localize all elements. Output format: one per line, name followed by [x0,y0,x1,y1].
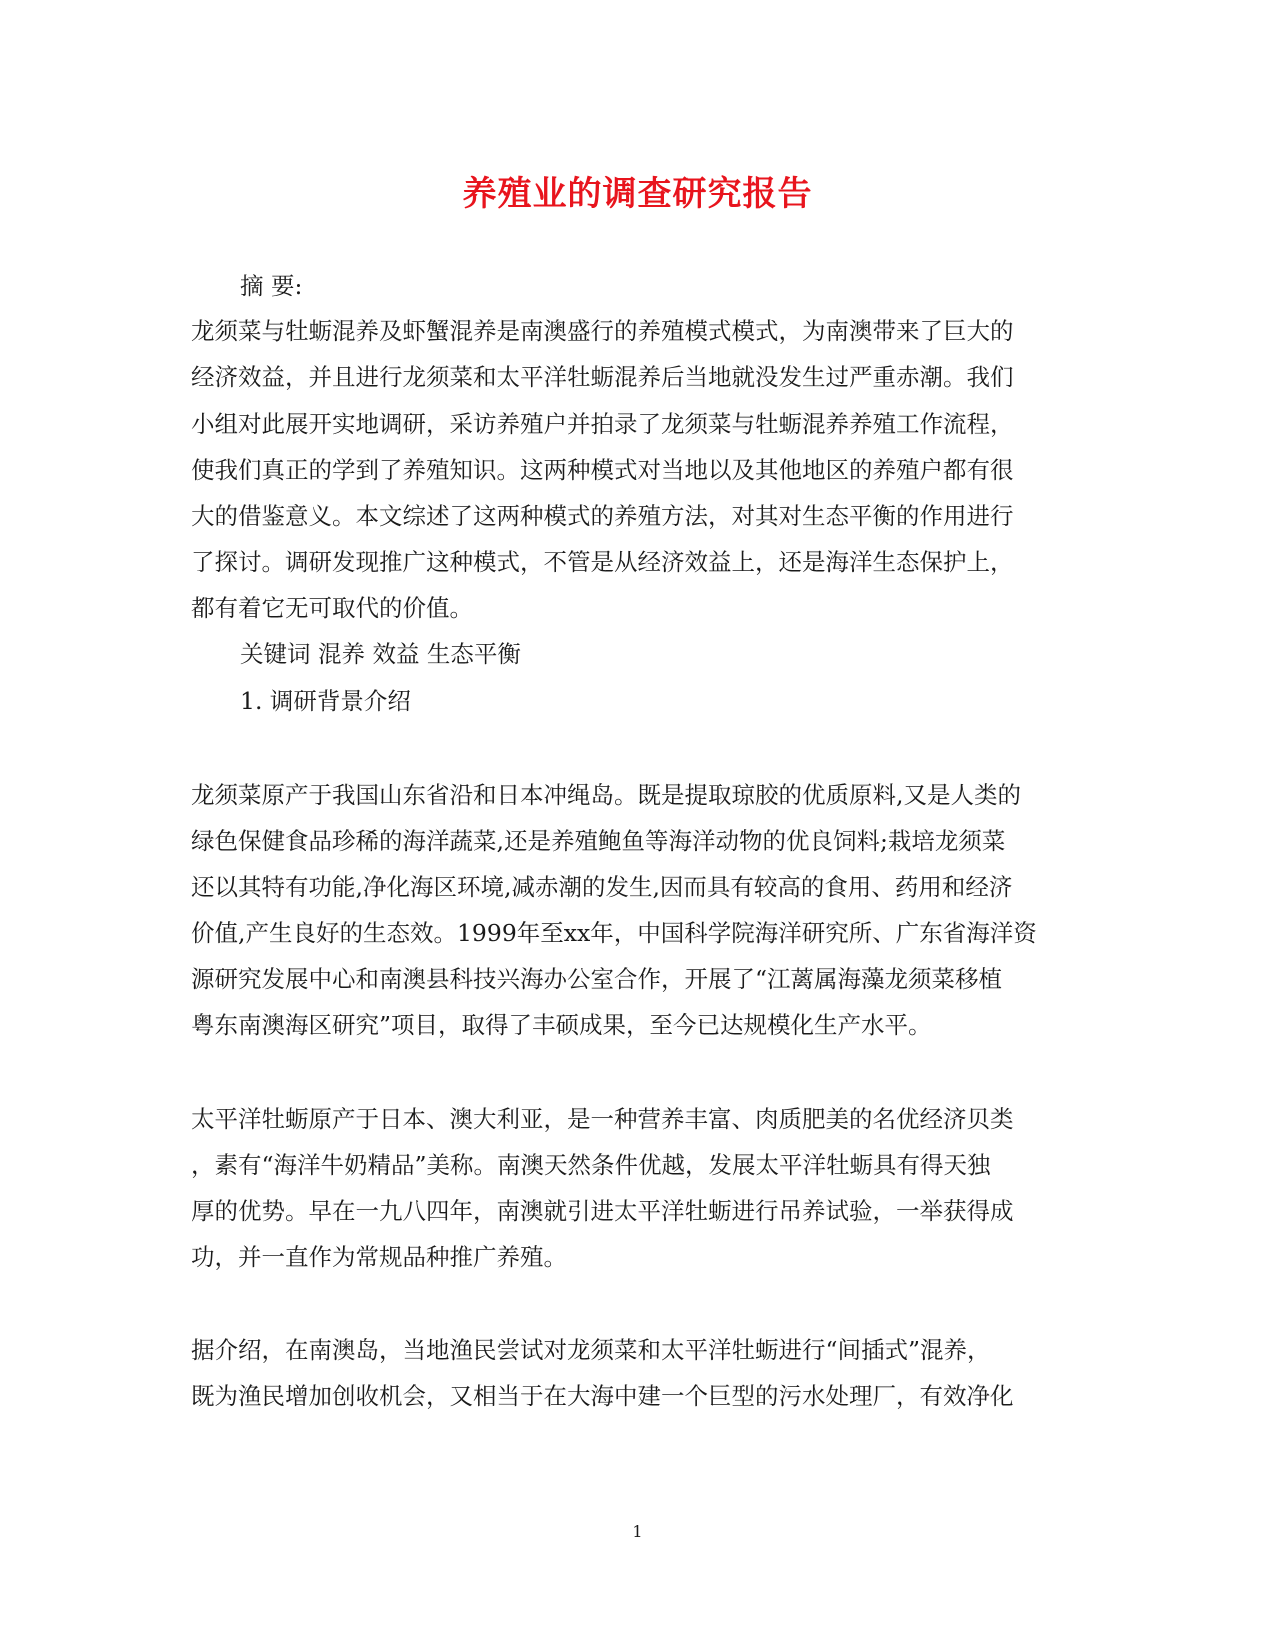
abstract-line: 大的借鉴意义。本文综述了这两种模式的养殖方法，对其对生态平衡的作用进行 [191,502,1014,530]
paragraph-line: 太平洋牡蛎原产于日本、澳大利亚，是一种营养丰富、肉质肥美的名优经济贝类 [191,1105,1014,1133]
paragraph-line: 厚的优势。早在一九八四年，南澳就引进太平洋牡蛎进行吊养试验，一举获得成 [191,1197,1014,1225]
abstract-line: 龙须菜与牡蛎混养及虾蟹混养是南澳盛行的养殖模式模式，为南澳带来了巨大的 [191,317,1014,345]
paragraph-line: 源研究发展中心和南澳县科技兴海办公室合作，开展了“江蓠属海藻龙须菜移植 [191,965,1003,993]
paragraph-line: 粤东南澳海区研究”项目，取得了丰硕成果，至今已达规模化生产水平。 [191,1011,932,1039]
abstract-heading: 摘 要: [240,272,303,300]
document-title: 养殖业的调查研究报告 [462,174,813,214]
paragraph-line: 功，并一直作为常规品种推广养殖。 [191,1243,567,1271]
abstract-line: 经济效益，并且进行龙须菜和太平洋牡蛎混养后当地就没发生过严重赤潮。我们 [191,363,1014,391]
abstract-line: 了探讨。调研发现推广这种模式，不管是从经济效益上，还是海洋生态保护上， [191,548,1014,576]
paragraph-line: 价值,产生良好的生态效。1999年至xx年，中国科学院海洋研究所、广东省海洋资 [191,919,1037,947]
section-heading: 1. 调研背景介绍 [240,687,411,715]
paragraph-line: ，素有“海洋牛奶精品”美称。南澳天然条件优越，发展太平洋牡蛎具有得天独 [191,1151,991,1179]
abstract-line: 都有着它无可取代的价值。 [191,594,473,622]
page-number: 1 [632,1522,643,1541]
paragraph-line: 既为渔民增加创收机会，又相当于在大海中建一个巨型的污水处理厂，有效净化 [191,1382,1014,1410]
paragraph-line: 龙须菜原产于我国山东省沿和日本冲绳岛。既是提取琼胶的优质原料,又是人类的 [191,781,1021,809]
abstract-line: 小组对此展开实地调研，采访养殖户并拍录了龙须菜与牡蛎混养养殖工作流程， [191,410,1014,438]
keywords: 关键词 混养 效益 生态平衡 [240,640,521,668]
abstract-line: 使我们真正的学到了养殖知识。这两种模式对当地以及其他地区的养殖户都有很 [191,456,1014,484]
paragraph-line: 据介绍，在南澳岛，当地渔民尝试对龙须菜和太平洋牡蛎进行“间插式”混养， [191,1336,991,1364]
paragraph-line: 还以其特有功能,净化海区环境,减赤潮的发生,因而具有较高的食用、药用和经济 [191,873,1013,901]
paragraph-line: 绿色保健食品珍稀的海洋蔬菜,还是养殖鲍鱼等海洋动物的优良饲料;栽培龙须菜 [191,827,1006,855]
